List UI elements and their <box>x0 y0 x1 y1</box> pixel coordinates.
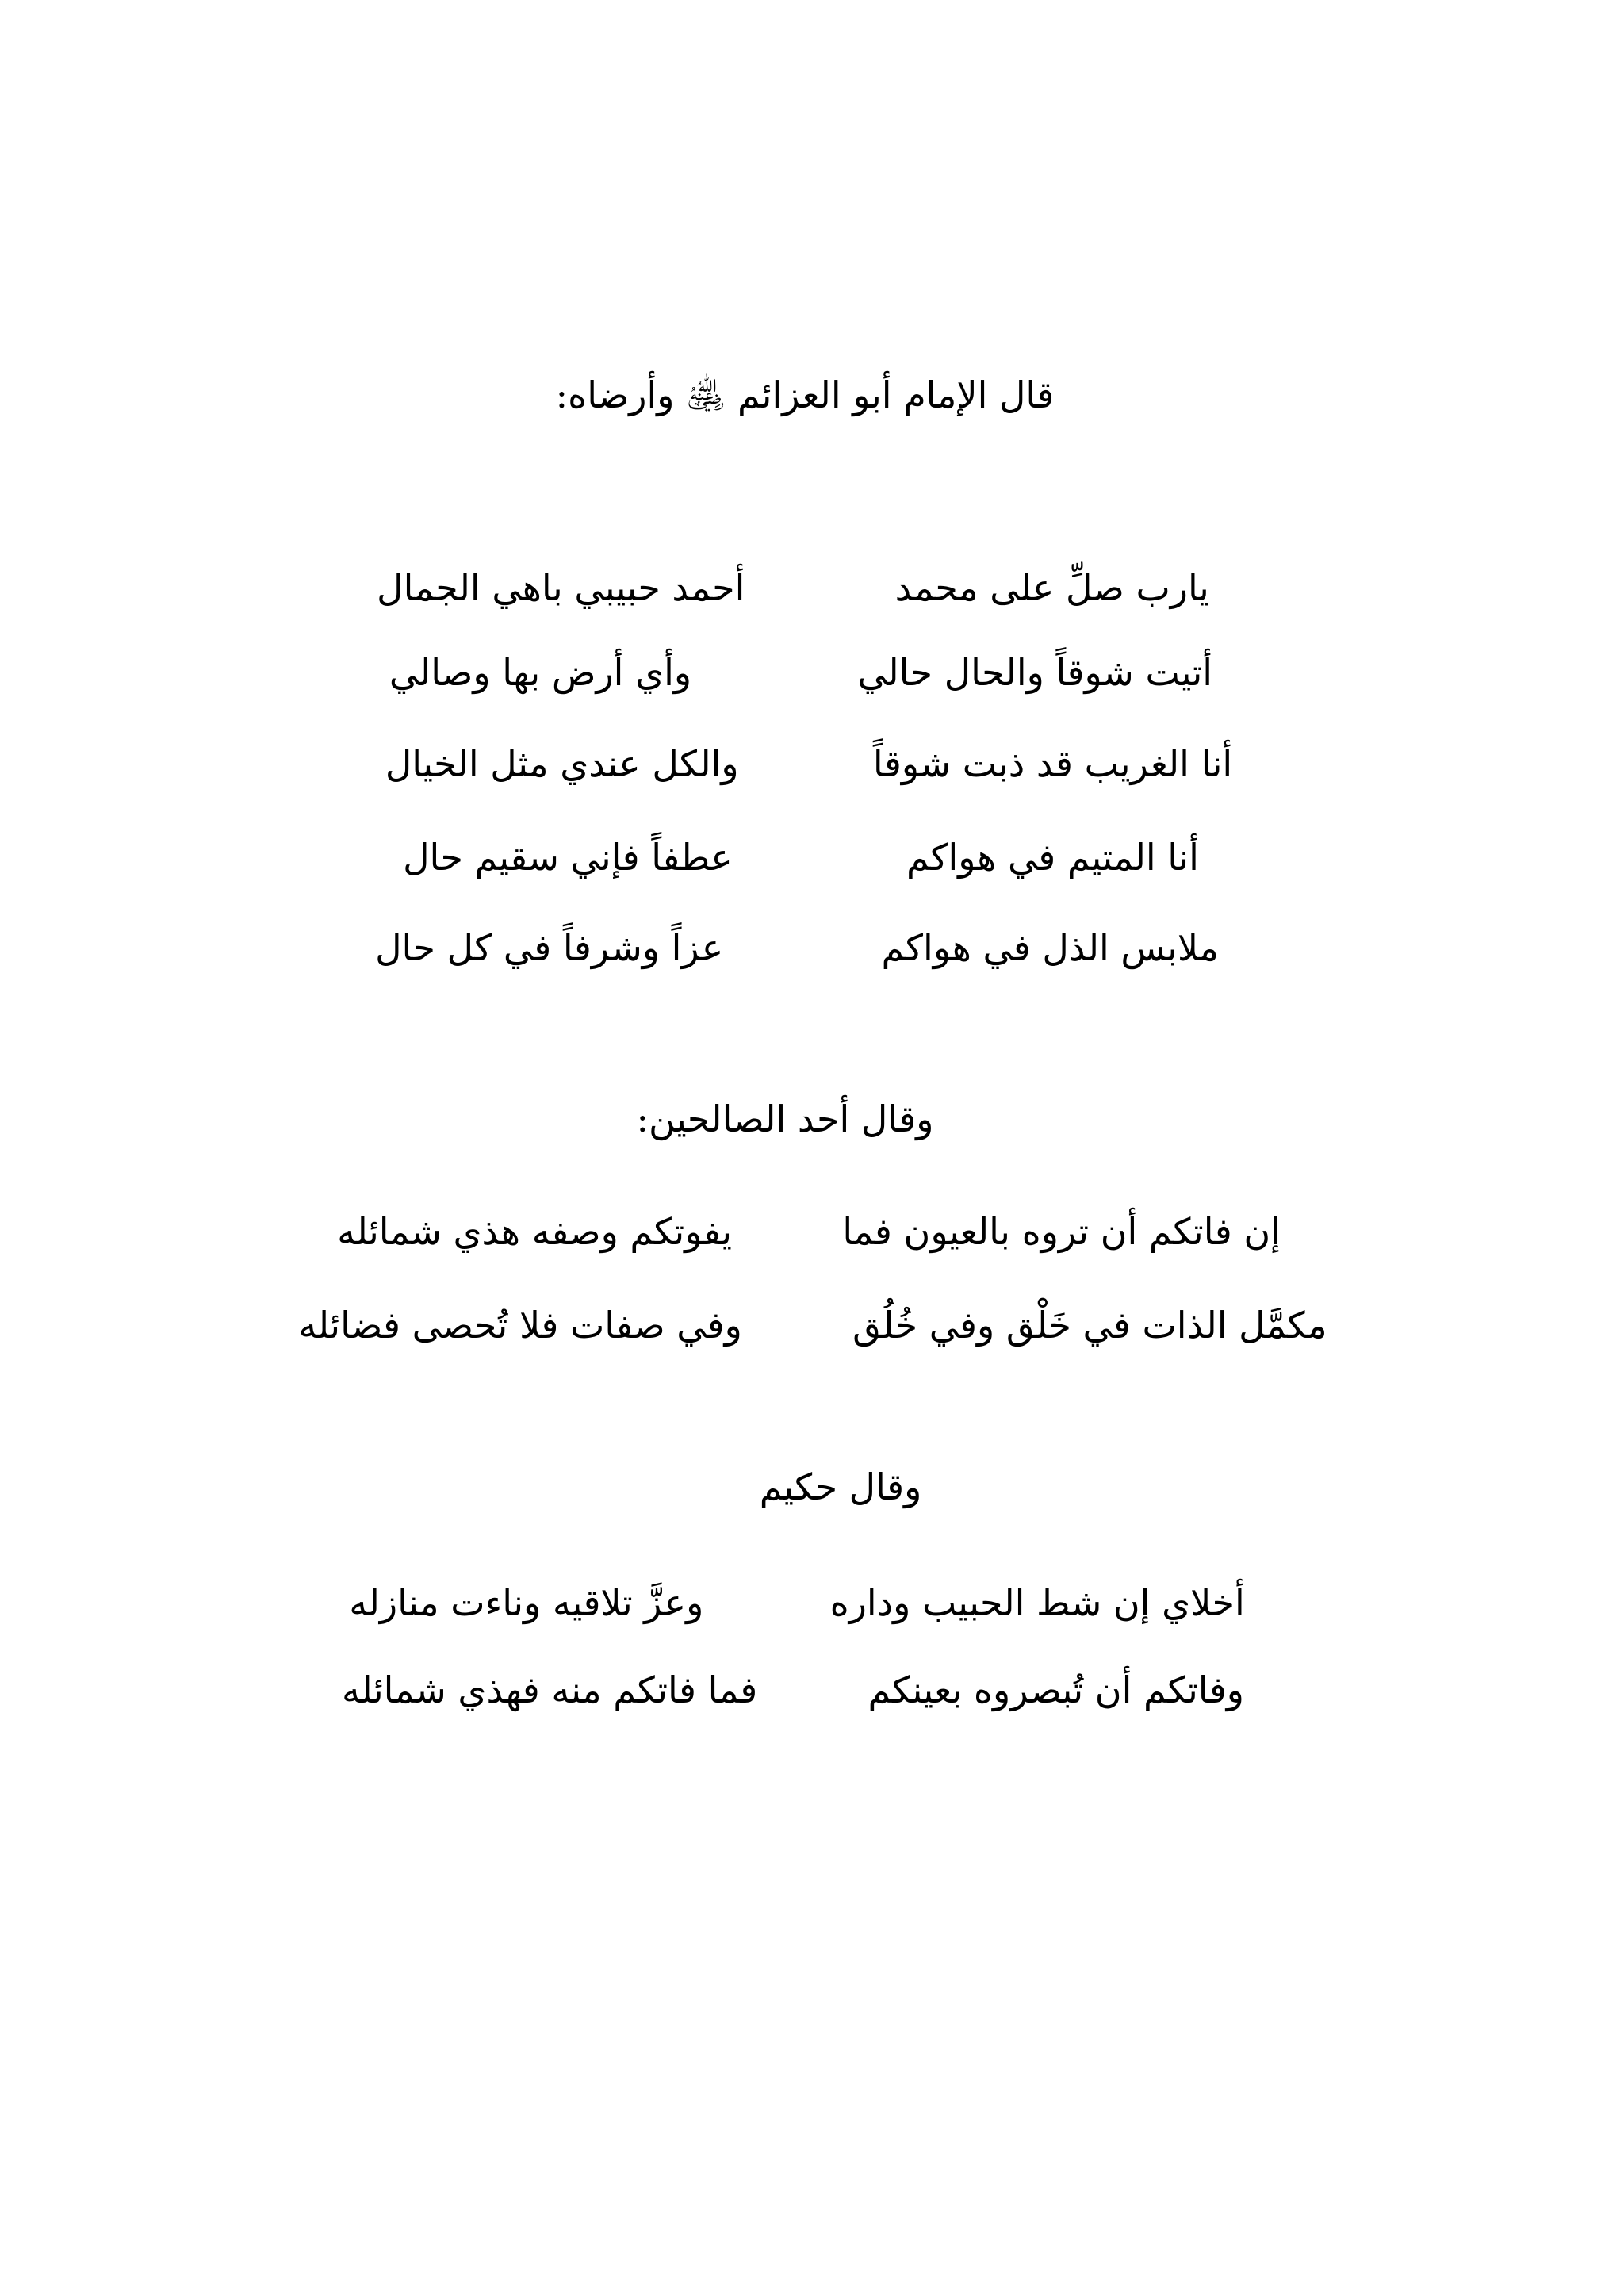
verse-1-5 <box>375 926 1219 969</box>
verse-left-hemistich: عزاً وشرفاً في كل حال <box>375 926 724 969</box>
section-heading-1: قال الإمام أبو العزائم ﵁ وأرضاه: <box>555 374 1055 416</box>
verse-2-1 <box>337 1210 1281 1253</box>
verse-left-hemistich: وفي صفات فلا تُحصى فضائله <box>298 1304 742 1347</box>
verse-right-hemistich: أنا الغريب قد ذبت شوقاً <box>872 742 1233 785</box>
verse-1-4 <box>403 836 1199 879</box>
verse-1-2 <box>389 651 1213 694</box>
section-heading-2: وقال أحد الصالحين: <box>636 1098 934 1140</box>
verse-right-hemistich: وفاتكم أن تُبصروه بعينكم <box>868 1668 1245 1711</box>
verse-right-hemistich: مكمَّل الذات في خَلْق وفي خُلُق <box>852 1304 1327 1347</box>
verse-1-3 <box>385 742 1233 785</box>
verse-3-1 <box>349 1581 1245 1624</box>
verse-right-hemistich: أخلاي إن شط الحبيب وداره <box>829 1581 1245 1624</box>
verse-3-2 <box>341 1668 1245 1711</box>
verse-1-1 <box>377 566 1209 609</box>
verse-right-hemistich: ملابس الذل في هواكم <box>881 926 1219 969</box>
verse-right-hemistich: إن فاتكم أن تروه بالعيون فما <box>842 1210 1281 1253</box>
verse-left-hemistich: فما فاتكم منه فهذي شمائله <box>341 1668 758 1711</box>
verse-left-hemistich: أحمد حبيبي باهي الجمال <box>377 566 745 609</box>
verse-2-2 <box>298 1304 1327 1347</box>
verse-left-hemistich: والكل عندي مثل الخيال <box>385 742 739 785</box>
verse-right-hemistich: أتيت شوقاً والحال حالي <box>857 651 1213 694</box>
verse-right-hemistich: يارب صلِّ على محمد <box>894 566 1209 609</box>
section-heading-3: وقال حكيم <box>759 1465 922 1508</box>
verse-left-hemistich: يفوتكم وصفه هذي شمائله <box>337 1210 733 1253</box>
verse-right-hemistich: أنا المتيم في هواكم <box>906 836 1199 879</box>
verse-left-hemistich: وعزَّ تلاقيه وناءت منازله <box>349 1581 704 1624</box>
verse-left-hemistich: وأي أرض بها وصالي <box>389 651 692 694</box>
verse-left-hemistich: عطفاً فإني سقيم حال <box>403 836 733 879</box>
